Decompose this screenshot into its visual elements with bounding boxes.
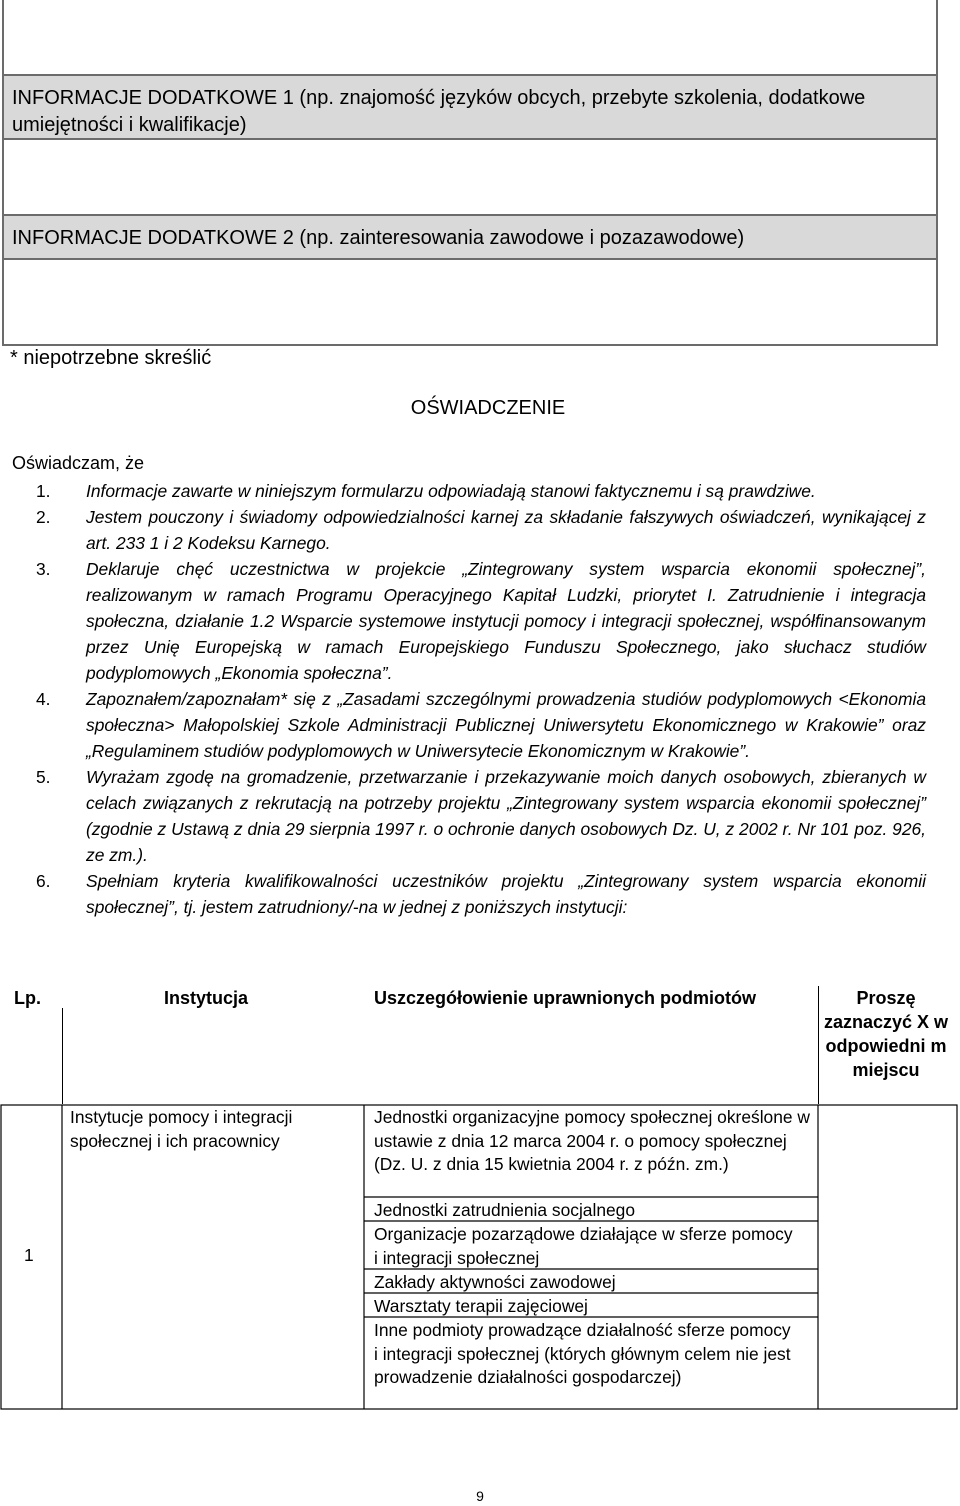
row-lp: 1 (24, 1245, 34, 1265)
row-institution: Instytucje pomocy i integracji społecznej i ich pracownicy (70, 1107, 293, 1151)
declaration-heading: OŚWIADCZENIE (410, 397, 566, 419)
info1-header (2, 74, 938, 140)
detail-2: Jednostki zatrudnienia socjalnego (374, 1200, 636, 1220)
top-empty-box[interactable] (2, 0, 938, 76)
info2-label: INFORMACJE DODATKOWE 2 (np. zainteresowania zawodowe i pozazawodowe) (12, 227, 745, 249)
mark-cell[interactable] (820, 1106, 956, 1408)
point-number: 6. (36, 871, 51, 891)
point-number: 1. (36, 481, 51, 501)
point-number: 5. (36, 767, 51, 787)
point-text: Wyrażam zgodę na gromadzenie, przetwarzanie i przekazywanie moich danych osobowych, zbieranych w celach związanych z rekrutacją na potrzeby projektu „Zintegrowany system wsparcia ekonomii społecznej” (zgodnie z Ustawą z dnia 29 sierpnia 1997 r. o ochronie danych osobowych Dz. U, z 2002 r. Nr 101 poz. 926, ze zm.). (86, 767, 926, 865)
info1-label: INFORMACJE DODATKOWE 1 (np. znajomość języków obcych, przebyte szkolenia, dodatkowe umiejętności i kwalifikacje) (12, 87, 866, 136)
detail-6: Inne podmioty prowadzące działalność sferze pomocy i integracji społecznej (których głównym celem nie jest prowadzenie działalności gospodarczej) (374, 1320, 791, 1387)
point-6 (36, 868, 926, 920)
point-text: Spełniam kryteria kwalifikowalności uczestników projektu „Zintegrowany system wsparcia ekonomii społecznej”, tj. jestem zatrudniony/-na w jednej z poniższych instytucji: (86, 871, 926, 917)
header-institution: Instytucja (164, 988, 249, 1008)
header-detail: Uszczegółowienie uprawnionych podmiotów (374, 988, 757, 1008)
detail-3: Organizacje pozarządowe działające w sferze pomocy i integracji społecznej (374, 1224, 793, 1268)
detail-4: Zakłady aktywności zawodowej (374, 1272, 616, 1292)
detail-1: Jednostki organizacyjne pomocy społecznej określone w ustawie z dnia 12 marca 2004 r. o pomocy społecznej (Dz. U. z dnia 15 kwietnia 2004 r. z późn. zm.) (374, 1107, 810, 1174)
info2-header (2, 214, 938, 260)
declaration-intro: Oświadczam, że (12, 453, 145, 473)
declaration-points (36, 478, 926, 920)
point-text: Zapoznałem/zapoznałam* się z „Zasadami szczególnymi prowadzenia studiów podyplomowych <Ekonomia społeczna> Małopolskiej Szkole Administracji Publicznej Uniwersytetu Ekonomicznego w Krakowie” oraz „Regulaminem studiów podyplomowych w Uniwersytecie Ekonomicznym w Krakowie”. (86, 689, 926, 761)
table-lp-header-line (62, 1008, 63, 1104)
footnote: * niepotrzebne skreślić (10, 347, 212, 369)
point-5 (36, 764, 926, 868)
point-3 (36, 556, 926, 686)
header-mark: Proszę zaznaczyć X w odpowiedni m miejscu (823, 988, 949, 1080)
info1-field[interactable] (2, 138, 938, 216)
point-4 (36, 686, 926, 764)
point-number: 4. (36, 689, 51, 709)
point-2 (36, 504, 926, 556)
table-header (0, 986, 958, 1104)
point-number: 2. (36, 507, 51, 527)
table-row (0, 1104, 958, 1410)
page-number: 9 (476, 1488, 484, 1504)
point-text: Informacje zawarte w niniejszym formularzu odpowiadają stanowi faktycznemu i są prawdziwe. (86, 481, 816, 501)
detail-5: Warsztaty terapii zajęciowej (374, 1296, 588, 1316)
header-lp: Lp. (14, 988, 41, 1008)
point-text: Jestem pouczony i świadomy odpowiedzialności karnej za składanie fałszywych oświadczeń, wynikającej z art. 233 1 i 2 Kodeksu Karnego. (86, 507, 926, 553)
info2-field[interactable] (2, 258, 938, 346)
point-1 (36, 478, 926, 504)
point-number: 3. (36, 559, 51, 579)
point-text: Deklaruje chęć uczestnictwa w projekcie „Zintegrowany system wsparcia ekonomii społecznej”, realizowanym w ramach Programu Operacyjnego Kapitał Ludzki, priorytet I. Zatrudnienie i integracja społeczna, działanie 1.2 Wsparcie systemowe instytucji pomocy i integracji społecznej, współfinansowanym przez Unię Europejską w ramach Europejskiego Funduszu Społecznego, jako słuchacz studiów podyplomowych „Ekonomia społeczna”. (86, 559, 926, 683)
table-mark-header-line (818, 986, 819, 1104)
